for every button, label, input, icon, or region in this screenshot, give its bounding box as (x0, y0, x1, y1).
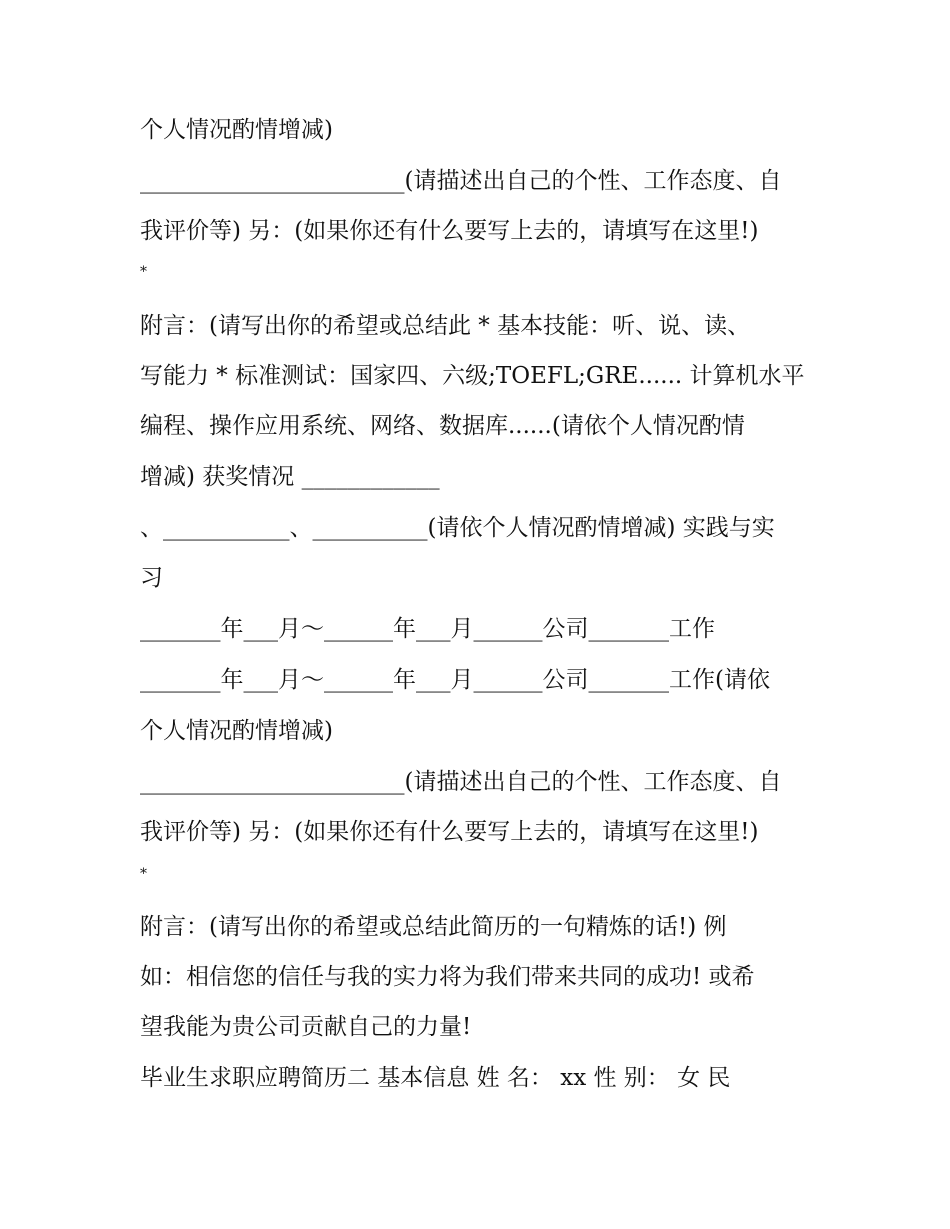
text-line: 如：相信您的信任与我的实力将为我们带来共同的成功! 或希 (140, 964, 755, 990)
text-line: 习 (140, 565, 163, 591)
text-line: * (140, 264, 147, 280)
text-line: 写能力 * 标准测试：国家四、六级;TOEFL;GRE...... 计算机水平 (140, 363, 805, 389)
text-line: _______________________(请描述出自己的个性、工作态度、自 (140, 168, 782, 194)
text-line: 、___________、__________(请依个人情况酌情增减) 实践与实 (140, 515, 775, 541)
text-line: 个人情况酌情增减) (140, 718, 333, 744)
text-line: 我评价等) 另：(如果你还有什么要写上去的，请填写在这里!) (140, 819, 759, 845)
text-line: _______年___月～______年___月______公司_______工作 (140, 616, 715, 642)
text-line: 望我能为贵公司贡献自己的力量! (140, 1014, 472, 1040)
text-line: 附言：(请写出你的希望或总结此简历的一句精炼的话!) 例 (140, 914, 727, 940)
text-line: _______________________(请描述出自己的个性、工作态度、自 (140, 769, 782, 795)
text-line: 增减) 获奖情况 ____________ (140, 464, 440, 490)
text-line: 编程、操作应用系统、网络、数据库......(请依个人情况酌情 (140, 413, 745, 439)
text-line: _______年___月～______年___月______公司_______工作(请依 (140, 667, 770, 693)
text-line: 我评价等) 另：(如果你还有什么要写上去的，请填写在这里!) (140, 218, 759, 244)
text-line: 毕业生求职应聘简历二 基本信息 姓 名： xx 性 别： 女 民 (140, 1065, 731, 1091)
text-line: 附言：(请写出你的希望或总结此 * 基本技能：听、说、读、 (140, 313, 751, 339)
text-line: 个人情况酌情增减) (140, 117, 333, 143)
text-line: * (140, 866, 147, 882)
